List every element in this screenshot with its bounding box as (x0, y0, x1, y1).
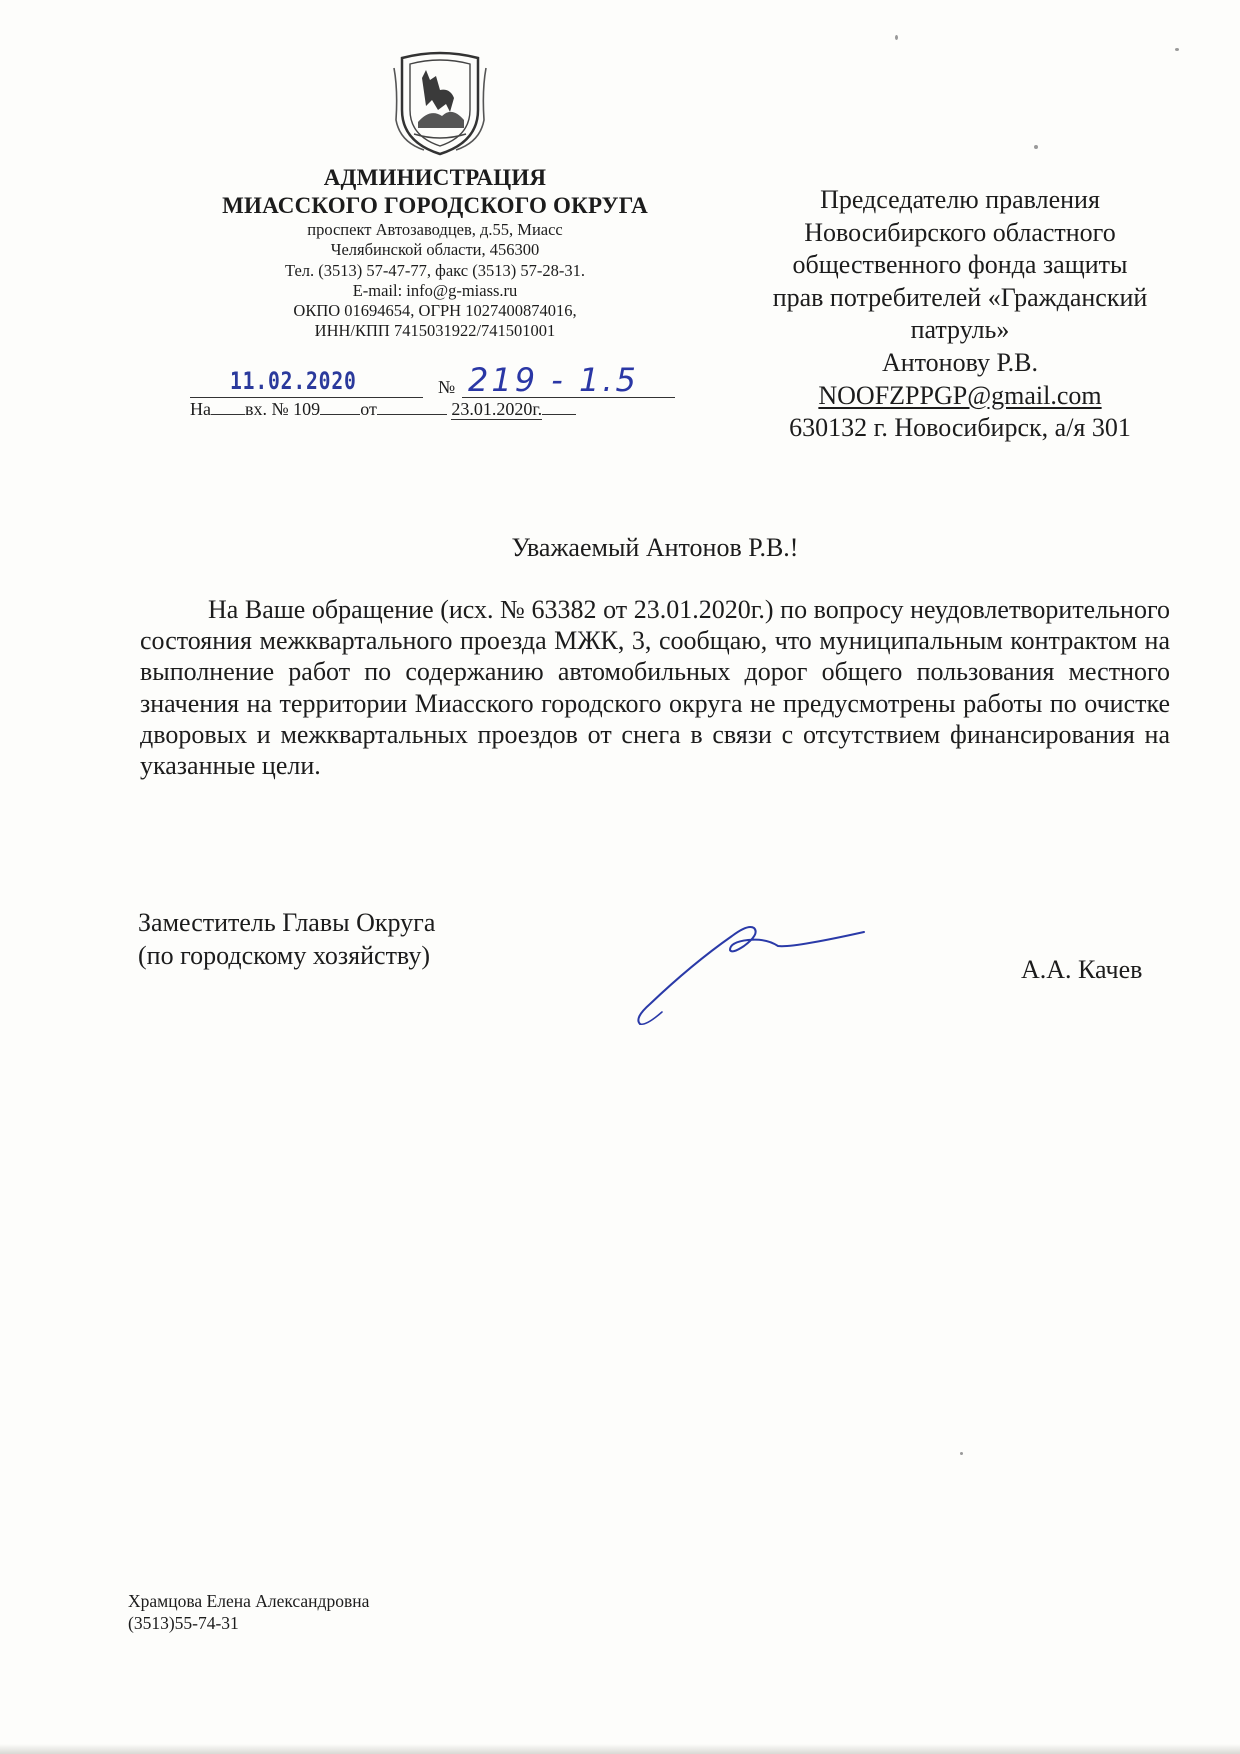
sender-codes-line-2: ИНН/КПП 7415031922/741501001 (314, 321, 556, 341)
recipient-line-3: общественного фонда защиты (792, 250, 1128, 280)
sender-address-line-2: Челябинской области, 456300 (330, 240, 540, 260)
recipient-line-2: Новосибирского областного (804, 217, 1116, 247)
letter-body: На Ваше обращение (исх. № 63382 от 23.01.2020г.) по вопросу неудовлетворительного состояния межквартального проезда МЖК, 3, сообщаю, что муниципальным контрактом на выполнение работ по содержанию автомобильных дорог общего пользования местного значения на территории Миасского городского округа не предусмотрены работы по очистке дворовых и межквартальных проездов от снега в связи с отсутствием финансирования на указанные цели. (140, 595, 1170, 781)
sender-address-line-1: проспект Автозаводцев, д.55, Миасс (307, 220, 563, 239)
scan-speck (960, 1452, 963, 1455)
scan-speck (1175, 48, 1179, 51)
sender-email: E-mail: info@g-miass.ru (352, 280, 518, 300)
sender-phone: Тел. (3513) 57-47-77, факс (3513) 57-28-31. (285, 260, 585, 280)
stamped-date: 11.02.2020 (230, 367, 357, 395)
page-bottom-edge (0, 1744, 1240, 1754)
recipient-line-1: Председателю правления (820, 185, 1100, 214)
scan-speck (1034, 145, 1038, 149)
org-name-line-1: АДМИНИСТРАЦИЯ (323, 165, 547, 190)
org-name-line-2: МИАССКОГО ГОРОДСКОГО ОКРУГА (222, 193, 648, 218)
scan-speck (895, 35, 898, 40)
handwritten-number: 219 - 1.5 (468, 361, 639, 399)
executor-block (128, 1590, 369, 1634)
recipient-line-4: прав потребителей «Гражданский (772, 282, 1148, 312)
signatory-title-line-1: Заместитель Главы Округа (138, 908, 436, 937)
blank-underline (377, 398, 447, 415)
blank-underline (542, 398, 576, 415)
reference-prefix: На (190, 399, 211, 419)
blank-underline (320, 398, 360, 415)
recipient-name: Антонову Р.В. (881, 347, 1039, 377)
reference-incoming: вх. № 109 (245, 399, 321, 419)
recipient-block (730, 184, 1190, 445)
sender-block (180, 164, 690, 342)
signatory-title-line-2: (по городскому хозяйству) (138, 941, 430, 970)
recipient-email: NOOFZPPGP@gmail.com (818, 380, 1102, 410)
number-sign: № (438, 377, 456, 397)
signatory-title (138, 906, 435, 972)
signatory-name: А.А. Качев (1021, 955, 1143, 984)
recipient-postal-address: 630132 г. Новосибирск, а/я 301 (789, 413, 1131, 443)
sender-codes-line-1: ОКПО 01694654, ОГРН 1027400874016, (293, 301, 577, 321)
blank-underline (211, 398, 245, 415)
salutation: Уважаемый Антонов Р.В.! (511, 533, 799, 562)
recipient-line-5: патруль» (910, 315, 1010, 345)
reference-line (190, 398, 680, 420)
reference-date: 23.01.2020г. (451, 399, 543, 419)
crest-icon (390, 50, 490, 156)
reference-from: от (360, 399, 377, 419)
handwritten-signature (632, 912, 892, 1032)
executor-name: Храмцова Елена Александровна (128, 1591, 370, 1611)
executor-phone: (3513)55-74-31 (128, 1613, 239, 1633)
